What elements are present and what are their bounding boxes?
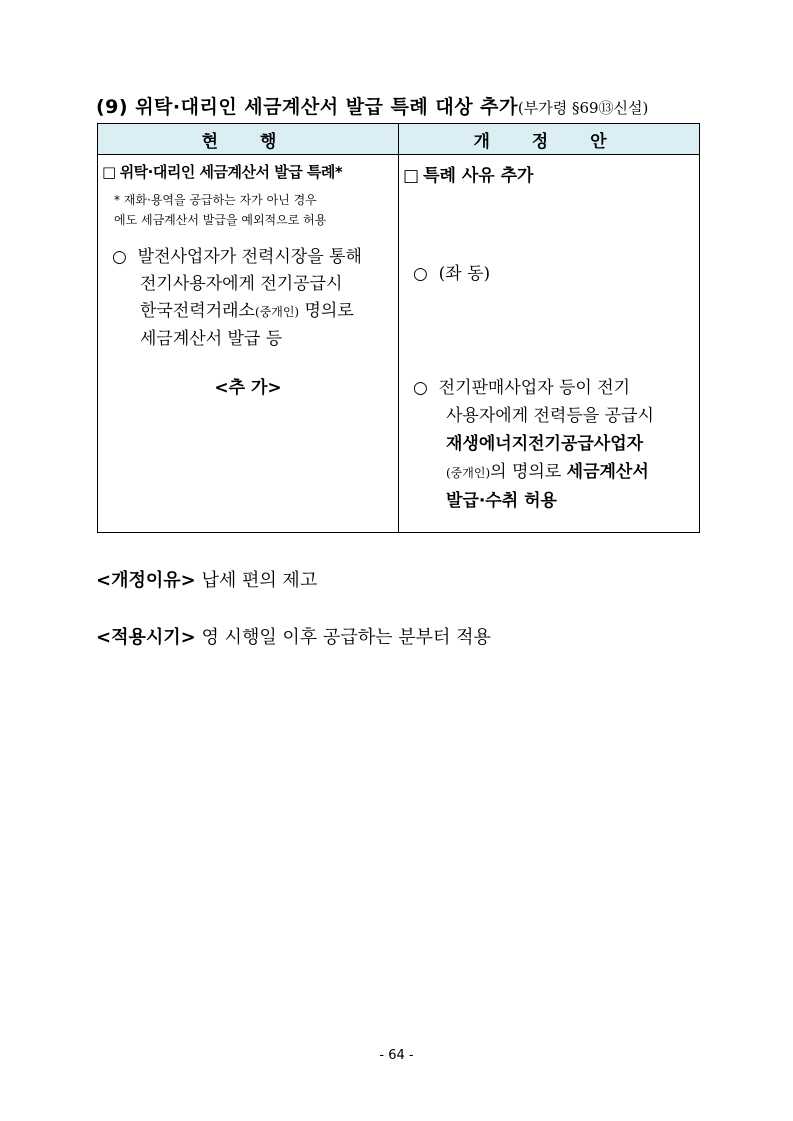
current-bullet-line-3 bbox=[140, 298, 398, 326]
proposed-heading-text: 특례 사유 추가 bbox=[423, 166, 534, 186]
application-period bbox=[96, 623, 491, 649]
footnote-line-2: 에도 세금계산서 발급을 예외적으로 허용 bbox=[114, 213, 327, 227]
apply-text: 영 시행일 이후 공급하는 분부터 적용 bbox=[195, 627, 491, 648]
proposed-line-1: 전기판매사업자 등이 전기 bbox=[438, 378, 631, 398]
current-bullet-line-3c: 명의로 bbox=[299, 301, 354, 321]
current-bullet-line-2: 전기사용자에게 전기공급시 bbox=[140, 274, 343, 294]
reason-label: <개정이유> bbox=[96, 570, 196, 591]
proposed-line-2: 사용자에게 전력등을 공급시 bbox=[446, 406, 654, 426]
current-bullet-line-1: 발전사업자가 전력시장을 통해 bbox=[137, 247, 362, 267]
bullet-circle-icon: ○ bbox=[112, 247, 127, 267]
proposed-same bbox=[413, 260, 699, 288]
page-number: - 64 - bbox=[379, 1048, 414, 1063]
proposed-bullet bbox=[413, 374, 699, 515]
amendment-reason bbox=[96, 566, 317, 592]
current-bullet-line-3a: 한국전력거래소 bbox=[140, 301, 255, 321]
section-title-reference: (부가령 §69⑬신설) bbox=[517, 99, 649, 117]
current-heading bbox=[102, 161, 398, 182]
current-cell bbox=[98, 155, 399, 533]
current-bullet-line-4: 세금계산서 발급 등 bbox=[140, 329, 283, 349]
proposed-line-5: 발급·수취 허용 bbox=[446, 491, 557, 511]
current-bullet bbox=[112, 244, 398, 353]
proposed-line-4a: (중개인) bbox=[446, 466, 491, 480]
checkbox-square-icon: □ bbox=[403, 166, 420, 186]
proposed-line-3: 재생에너지전기공급사업자 bbox=[446, 434, 644, 454]
proposed-heading bbox=[403, 161, 699, 186]
bullet-circle-icon: ○ bbox=[413, 264, 428, 284]
proposed-line-4 bbox=[446, 462, 649, 482]
checkbox-square-icon: □ bbox=[102, 163, 116, 181]
reason-text: 납세 편의 제고 bbox=[195, 570, 318, 591]
proposed-line-4c: 세금계산서 bbox=[566, 462, 649, 482]
current-heading-text: 위탁·대리인 세금계산서 발급 특례* bbox=[119, 163, 343, 181]
current-bullet-line-3b: (중개인) bbox=[254, 305, 300, 319]
header-proposed: 개 정 안 bbox=[399, 124, 700, 155]
header-current: 현 행 bbox=[98, 124, 399, 155]
added-marker: <추 가> bbox=[214, 378, 282, 398]
section-title bbox=[96, 92, 706, 119]
section-title-main: (9) 위탁·대리인 세금계산서 발급 특례 대상 추가 bbox=[96, 96, 518, 118]
proposed-cell bbox=[399, 155, 700, 533]
comparison-table bbox=[97, 123, 700, 533]
proposed-same-text: (좌 동) bbox=[438, 264, 491, 284]
proposed-line-4b: 의 명의로 bbox=[490, 462, 567, 482]
apply-label: <적용시기> bbox=[96, 627, 196, 648]
footnote-line-1: * 재화·용역을 공급하는 자가 아닌 경우 bbox=[114, 193, 317, 207]
footnote bbox=[114, 190, 398, 230]
bullet-circle-icon: ○ bbox=[413, 378, 428, 398]
